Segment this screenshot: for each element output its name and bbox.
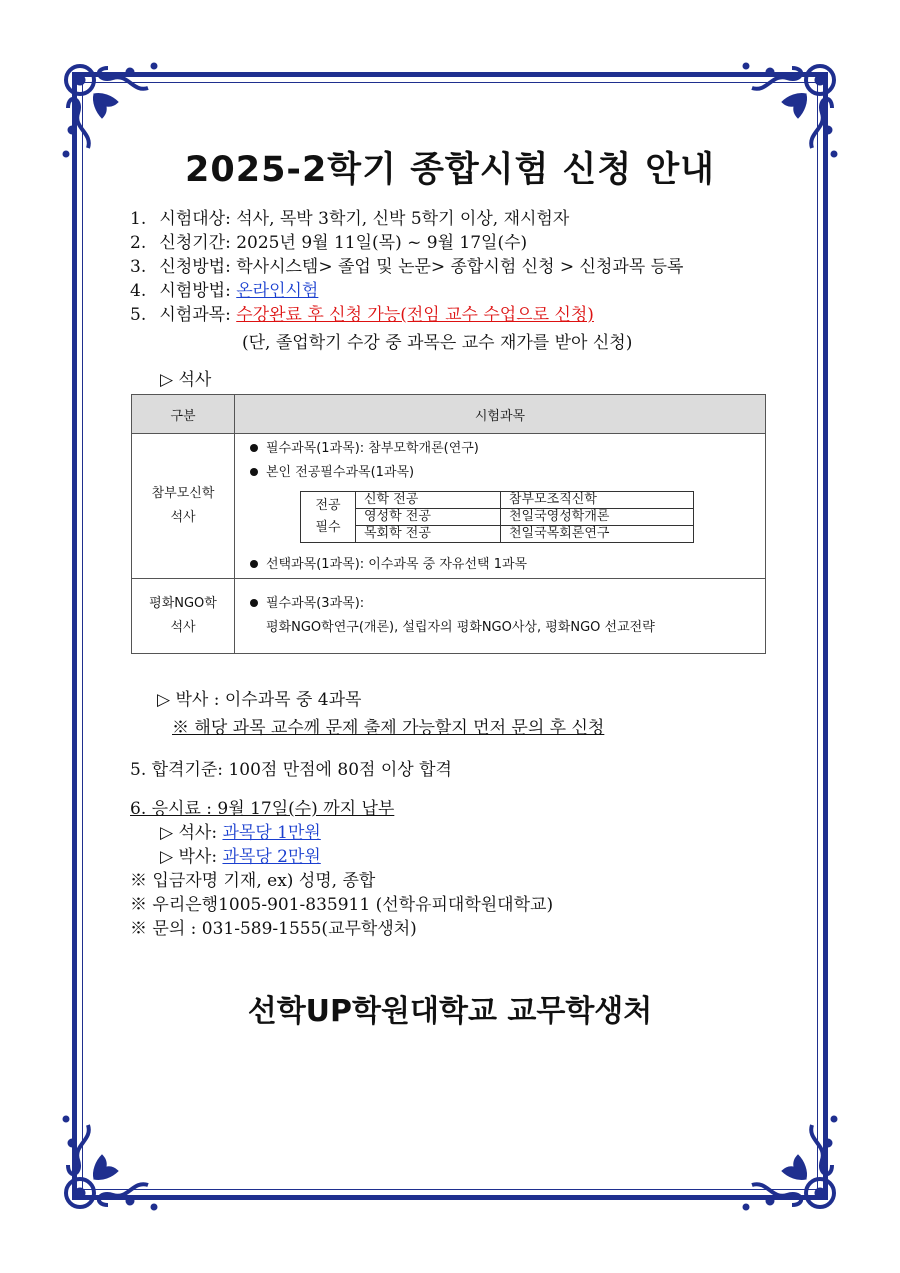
- category-degree: 석사: [170, 620, 196, 635]
- fee-master-link[interactable]: 과목당 1만원: [222, 823, 321, 843]
- bullet-detail: 평화NGO학연구(개론), 설립자의 평화NGO사상, 평화NGO 선교전략: [266, 620, 655, 635]
- subject-cell: 천일국목회론연구: [501, 526, 694, 543]
- table-row: [301, 509, 694, 526]
- category-cell: [132, 579, 235, 654]
- list-item: [250, 553, 764, 577]
- list-item: [130, 255, 770, 279]
- doctor-line: ▷ 박사 : 이수과목 중 4과목: [157, 690, 362, 710]
- category-name: 평화NGO학: [149, 596, 217, 611]
- exam-subject-table: [131, 394, 766, 654]
- item-note: (단, 졸업학기 수강 중 과목은 교수 재가를 받아 신청): [242, 333, 633, 353]
- fee-label: ▷ 박사:: [160, 847, 218, 867]
- issuer-footer: 선학UP학원대학교 교무학생처: [247, 994, 653, 1029]
- list-item: [250, 461, 764, 485]
- table-row: [132, 434, 766, 579]
- table-header-row: [132, 395, 766, 434]
- item-label: 시험과목:: [159, 305, 231, 325]
- list-item: [130, 207, 770, 231]
- item-label: 신청기간:: [159, 233, 231, 253]
- table-row: [301, 526, 694, 543]
- major-required-header: [301, 492, 356, 543]
- list-item: [250, 437, 764, 461]
- list-item: [130, 303, 770, 327]
- page-title: 2025-2학기 종합시험 신청 안내: [185, 150, 715, 190]
- bullet-text: 필수과목(1과목): 참부모학개론(연구): [266, 441, 479, 456]
- bullet-icon: [250, 560, 258, 568]
- table-row: [301, 492, 694, 509]
- ornament-corner-icon: [732, 1105, 842, 1215]
- doctor-note: ※ 해당 과목 교수께 문제 출제 가능할지 먼저 문의 후 신청: [172, 718, 605, 738]
- item-label: 신청방법:: [159, 257, 231, 277]
- list-item: [130, 279, 770, 303]
- major-cell: 신학 전공: [356, 492, 501, 509]
- subject-cell: 천일국영성학개론: [501, 509, 694, 526]
- fee-note: ※ 문의 : 031-589-1555(교무학생처): [130, 919, 417, 939]
- fee-note: ※ 우리은행1005-901-835911 (선학유피대학원대학교): [130, 895, 554, 915]
- category-degree: 석사: [170, 510, 196, 525]
- item-number: 3.: [130, 257, 147, 277]
- item-label: 시험대상:: [159, 209, 231, 229]
- fee-master: [160, 818, 321, 843]
- item-label: 시험방법:: [159, 281, 231, 301]
- bullet-text: 선택과목(1과목): 이수과목 중 자유선택 1과목: [266, 557, 528, 572]
- item-value: 2025년 9월 11일(목) ~ 9월 17일(수): [236, 233, 528, 253]
- major-cell: 영성학 전공: [356, 509, 501, 526]
- subjects-cell: [235, 579, 766, 654]
- item-number: 5.: [130, 305, 147, 325]
- header-line: 필수: [315, 520, 341, 535]
- subject-cell: 참부모조직신학: [501, 492, 694, 509]
- section-heading-master: ▷ 석사: [160, 370, 212, 390]
- exam-method-link[interactable]: 온라인시험: [236, 281, 319, 301]
- category-cell: [132, 434, 235, 579]
- item-number: 1.: [130, 209, 147, 229]
- category-name: 참부모신학: [151, 486, 215, 501]
- fee-doctor: [160, 842, 321, 867]
- fee-line: 6. 응시료 : 9월 17일(수) 까지 납부: [130, 799, 395, 819]
- fee-note: ※ 입금자명 기재, ex) 성명, 종합: [130, 871, 376, 891]
- pass-criteria: 5. 합격기준: 100점 만점에 80점 이상 합격: [130, 760, 452, 780]
- bullet-text: 필수과목(3과목):: [266, 596, 365, 611]
- bullet-icon: [250, 444, 258, 452]
- notice-list: [130, 207, 770, 355]
- major-cell: 목회학 전공: [356, 526, 501, 543]
- exam-subject-link[interactable]: 수강완료 후 신청 가능(전임 교수 수업으로 신청): [236, 305, 594, 325]
- bullet-text: 본인 전공필수과목(1과목): [266, 465, 415, 480]
- fee-label: ▷ 석사:: [160, 823, 218, 843]
- table-row: [132, 579, 766, 654]
- item-value: 석사, 목박 3학기, 신박 5학기 이상, 재시험자: [236, 209, 570, 229]
- item-number: 2.: [130, 233, 147, 253]
- subjects-cell: [235, 434, 766, 579]
- bullet-icon: [250, 599, 258, 607]
- bullet-icon: [250, 468, 258, 476]
- fee-doctor-link[interactable]: 과목당 2만원: [222, 847, 321, 867]
- column-header: 구분: [132, 395, 235, 434]
- item-value: 학사시스템> 졸업 및 논문> 종합시험 신청 > 신청과목 등록: [236, 257, 684, 277]
- list-item: [250, 592, 764, 616]
- column-header: 시험과목: [235, 395, 766, 434]
- list-item: [130, 231, 770, 255]
- header-line: 전공: [315, 498, 341, 513]
- item-number: 4.: [130, 281, 147, 301]
- major-required-table: [300, 491, 694, 543]
- ornament-corner-icon: [58, 1105, 168, 1215]
